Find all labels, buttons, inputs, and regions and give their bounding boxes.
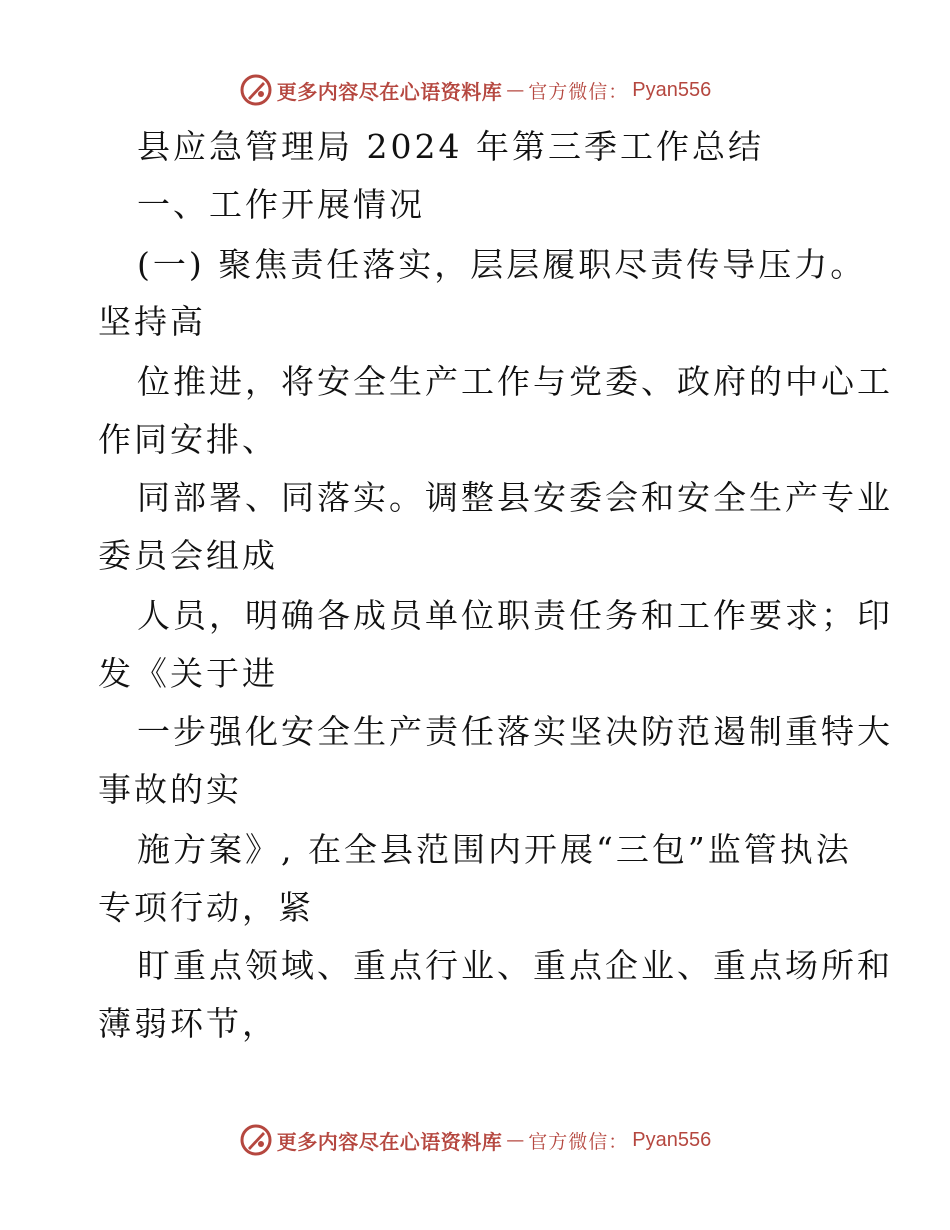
paragraph-line: 委员会组成 [98, 536, 278, 575]
paragraph-line: 专项行动，紧 [98, 888, 314, 927]
quill-circle-icon [239, 73, 273, 107]
watermark-account: Pyan556 [632, 1128, 712, 1151]
header-watermark [0, 70, 950, 110]
paragraph-line: 盯重点领域、重点行业、重点企业、重点场所和 [137, 946, 893, 985]
watermark-dash: — [506, 79, 525, 101]
paragraph-line: 位推进，将安全生产工作与党委、政府的中心工 [137, 362, 893, 401]
document-title: 县应急管理局 2024 年第三季工作总结 [137, 127, 764, 166]
paragraph-line: 事故的实 [98, 770, 242, 809]
paragraph-line: 施方案》, 在全县范围内开展“三包”监管执法 [137, 830, 852, 869]
watermark-brand: 更多内容尽在心语资料库 [276, 1129, 503, 1154]
watermark-account: Pyan556 [632, 78, 712, 101]
paragraph-line: 同部署、同落实。调整县安委会和安全生产专业 [137, 478, 893, 517]
paragraph-line: 人员，明确各成员单位职责任务和工作要求；印 [137, 596, 893, 635]
paragraph-line: 薄弱环节， [98, 1004, 278, 1043]
quill-circle-icon [239, 1123, 273, 1157]
watermark-dash: — [506, 1129, 525, 1151]
subsection-heading: (一) 聚焦责任落实，层层履职尽责传导压力。 [137, 245, 867, 284]
footer-watermark [0, 1120, 950, 1160]
watermark-label: 官方微信： [528, 80, 629, 103]
watermark-brand: 更多内容尽在心语资料库 [276, 79, 503, 104]
paragraph-line: 发《关于进 [98, 654, 278, 693]
paragraph-line: 作同安排、 [98, 420, 278, 459]
section-heading: 一、工作开展情况 [137, 185, 425, 224]
paragraph-line: 坚持高 [98, 302, 206, 341]
paragraph-line: 一步强化安全生产责任落实坚决防范遏制重特大 [137, 712, 893, 751]
watermark-label: 官方微信： [528, 1130, 629, 1153]
